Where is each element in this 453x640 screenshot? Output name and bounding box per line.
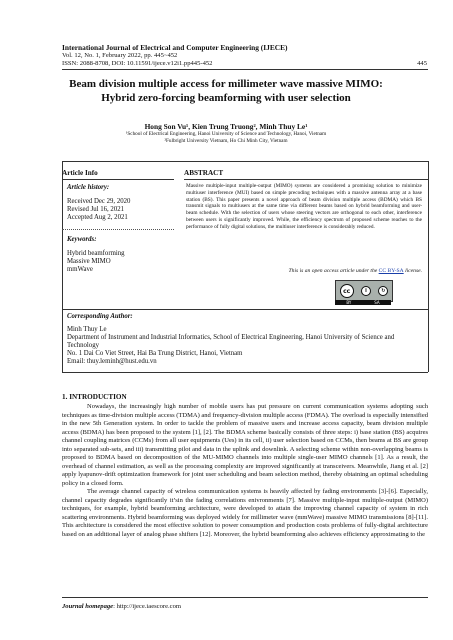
keyword-3: mmWave (67, 266, 93, 273)
intro-paragraph-2: The average channel capacity of wireless communication systems is heavily affected by fading environments [3]-[6]. Especially, channel capacity degrades significantly it’sin the fading correlations enivronments [7]. Massive multiple-input multiple-output (MIMO) techniques, for example, hybrid beamforming architecture, were developed to attain the improving channel capacity of system in rich scattering environments. Hybrid beamforming was deployed widely for millimeter wave (mmWave) massive MIMO transmissions [8]-[11]. This architecture is considered the most effective solution to power consumption and production costs problems of fully-digital architecture based on an additional layer of analog phase shifters [12]. Moreover, the hybrid beamforming also achieves efficiency approximating to the (62, 488, 428, 538)
history-heading: Article history: (67, 184, 110, 191)
keywords-heading: Keywords: (67, 236, 97, 243)
journal-homepage (62, 603, 181, 610)
abstract-heading: ABSTRACT (184, 169, 224, 177)
attribution-icon: i (361, 286, 371, 296)
corresponding-address: No. 1 Dai Co Viet Street, Hai Ba Trung District, Hanoi, Vietnam (67, 350, 243, 357)
corresponding-name: Minh Thuy Le (67, 326, 107, 333)
authors: Hong Son Vu¹, Kien Trung Truong², Minh Thuy Le¹ (144, 122, 308, 131)
article-info-heading: Article Info (62, 169, 98, 177)
abstract-rule (184, 179, 428, 180)
info-box-bottom-border (62, 372, 428, 373)
keyword-2: Massive MIMO (67, 258, 111, 265)
intro-paragraph-1: Nowadays, the increasingly high number of mobile users has put pressure on current communication systems adopting such techniques as time-division multiple access (TDMA) and frequency-division multiple access (FDMA). The overload is especially intensified in the new 5th Generation system. In order to tackle the problem of massive users and increase access capacity, beam division multiple access (BDMA) has been proposed to the system [1], [2]. The BDMA scheme basically consists of three steps: i) base station (BS) acquires channel coupling matrices (CCMs) from all user equipments (Ues) in its cell, ii) user selection based on CCMs, then beams at BS are group into separated sub-sets, and iii) transmitting pilot and data in the uplink and downlink. A selecting scheme within non-overlapping beams is proposed to BDMA based on decomposition of the MU-MIMO channels into multiple single-user MIMO channels [1]. As a result, the overhead of channel estimation, as well as the processing complexity are improved significantly at transceivers. Meanwhile, Jiang et al. [2] apply lyapunov-drift optimization framework for joint user scheduling and beam selection method, thereby obtaining an optimal scheduling policy in a closed form. (62, 403, 428, 487)
history-received: Received Dec 29, 2020 (67, 198, 131, 205)
share-alike-icon: ↻ (378, 286, 388, 296)
info-box-top-border (62, 161, 428, 162)
corresponding-email[interactable]: Email: thuy.leminh@hust.edu.vn (67, 358, 157, 365)
keywords-divider (62, 229, 174, 230)
open-access-prefix: This is an open access article under the (288, 268, 379, 274)
journal-name: International Journal of Electrical and Computer Engineering (IJECE) (62, 43, 288, 52)
cc-sa-label: SA (374, 300, 380, 305)
cc-badge-labels (335, 300, 391, 305)
cc-icon: cc (340, 284, 354, 298)
introduction-heading: 1. INTRODUCTION (62, 393, 127, 401)
affiliation-1: ¹School of Electrical Engineering, Hanoi University of Science and Technology, Hanoi, Vietnam (125, 131, 327, 137)
article-info-rule (62, 179, 174, 180)
corresponding-heading: Corresponding Author: (67, 313, 133, 320)
cc-by-label: BY (346, 300, 352, 305)
paper-title: Beam division multiple access for millimeter wave massive MIMO: Hybrid zero-forcing beamforming with user selection (69, 78, 383, 104)
history-revised: Revised Jul 16, 2021 (67, 206, 125, 213)
history-accepted: Accepted Aug 2, 2021 (67, 214, 128, 221)
corresponding-department: Department of Instrument and Industrial Informatics, School of Electrical Engineering, Hanoi University of Science and Technology (67, 334, 395, 349)
cc-license-badge[interactable] (335, 280, 393, 302)
corresponding-divider (62, 309, 428, 310)
footer-rule (62, 597, 428, 598)
open-access-suffix: license. (403, 268, 422, 274)
homepage-url[interactable]: : http://ijece.iaescore.com (113, 603, 182, 610)
header-rule (62, 69, 428, 70)
homepage-label: Journal homepage (62, 603, 114, 610)
info-box-left-border (62, 161, 63, 372)
abstract-text: Massive multiple-input multiple-output (MIMO) systems are considered a promising solution to minimize multiuser interference (MUI) based on simple precoding techniques with a massive antenna array at a base station (BS). This paper presents a novel approach of beam division multiple access (BDMA) which BS transmit signals to multiusers at the same time via different beams based on hybrid beamforming and user-beam schedule. With the selection of users whose steering vectors are orthogonal to each other, interference between users is significantly improved. While, the efficiency spectrum of proposed scheme reaches to the performance of fully digital solutions, the multiuser interference is considerably reduced. (186, 183, 422, 230)
keyword-1: Hybrid beamforming (67, 250, 125, 257)
affiliation-2: ²Fulbright University Vietnam, Ho Chi Minh City, Vietnam (164, 138, 288, 144)
open-access-note (186, 268, 422, 274)
page-number: 445 (417, 60, 427, 67)
volume-line: Vol. 12, No. 1, February 2022, pp. 445~452 (62, 52, 178, 59)
issn-doi-line: ISSN: 2088-8708, DOI: 10.11591/ijece.v12i1.pp445-452 (62, 60, 213, 67)
introduction-body (62, 403, 428, 539)
info-box-right-border (428, 161, 429, 372)
license-link[interactable]: CC BY-SA (378, 268, 404, 274)
